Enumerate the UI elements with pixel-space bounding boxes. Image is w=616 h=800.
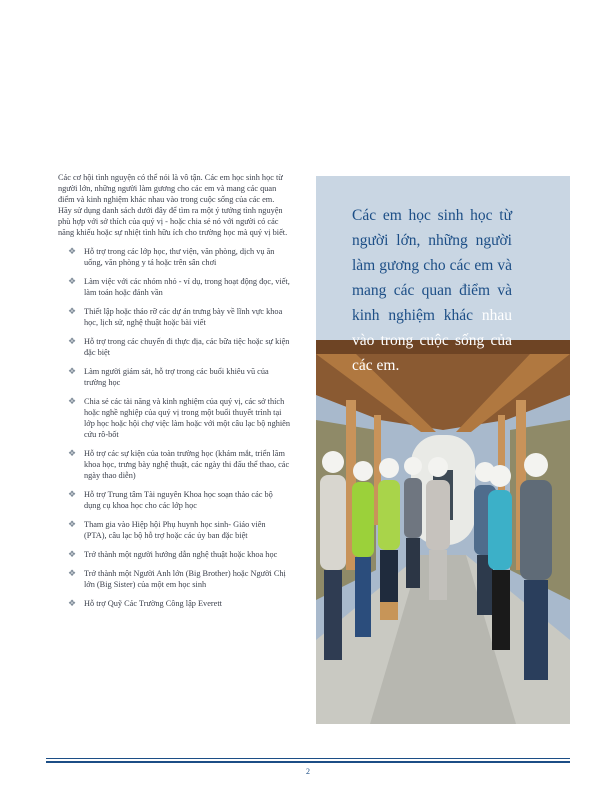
list-item bbox=[58, 306, 290, 328]
list-item-text: Tham gia vào Hiệp hội Phụ huynh học sinh- Giáo viên (PTA), câu lạc bộ hỗ trợ hoặc các ủy ban đặc biệt bbox=[84, 520, 266, 540]
diamond-bullet-icon: ❖ bbox=[68, 336, 77, 346]
list-item-text: Hỗ trợ Quỹ Các Trường Công lập Everett bbox=[84, 599, 222, 608]
volunteer-list bbox=[58, 246, 290, 609]
pull-quote-text: Các em học sinh học từ người lớn, những người làm gương cho các em và mang các quan điểm và kinh nghiệm khác bbox=[352, 207, 512, 324]
diamond-bullet-icon: ❖ bbox=[68, 519, 77, 529]
list-item-text: Hỗ trợ trong các lớp học, thư viện, văn phòng, dịch vụ ăn uống, văn phòng y tá hoặc trên sân chơi bbox=[84, 247, 275, 267]
list-item bbox=[58, 336, 290, 358]
diamond-bullet-icon: ❖ bbox=[68, 246, 77, 256]
list-item-text: Trở thành một Người Anh lớn (Big Brother) hoặc Người Chị lớn (Big Sister) của một em học sinh bbox=[84, 569, 286, 589]
intro-paragraph: Các cơ hội tình nguyện có thể nói là vô tận. Các em học sinh học từ người lớn, những người làm gương cho các em và mang các quan điểm và kinh nghiệm khác nhau vào trong cuộc sống của các em. Hãy sử dụng danh sách dưới đây để tìm ra một ý tưởng tình nguyện phù hợp với sở thích của quý vị - hoặc chia sẻ nó với người có các năng khiếu hoặc sự nhiệt tình hữu ích cho trường học mà quý vị biết. bbox=[58, 173, 288, 237]
list-item bbox=[58, 276, 290, 298]
list-item bbox=[58, 519, 290, 541]
list-item-text: Thiết lập hoặc tháo rỡ các dự án trưng bày về lĩnh vực khoa học, lịch sử, nghệ thuật hoặc bài viết bbox=[84, 307, 283, 327]
footer-rule bbox=[46, 758, 570, 759]
list-item-text: Hỗ trợ các sự kiện của toàn trường học (khám mắt, triển lãm khoa học, trưng bày nghệ thuật, các ngày thi đấu thể thao, các ngày thao diễn) bbox=[84, 449, 290, 480]
diamond-bullet-icon: ❖ bbox=[68, 568, 77, 578]
left-column bbox=[58, 172, 290, 617]
diamond-bullet-icon: ❖ bbox=[68, 598, 77, 608]
list-item bbox=[58, 448, 290, 481]
list-item-text: Làm việc với các nhóm nhỏ - ví dụ, trong hoạt động đọc, viết, làm toán hoặc đánh vần bbox=[84, 277, 290, 297]
diamond-bullet-icon: ❖ bbox=[68, 448, 77, 458]
list-item-text: Hỗ trợ Trung tâm Tài nguyên Khoa học soạn thảo các bộ dụng cụ khoa học cho các lớp học bbox=[84, 490, 273, 510]
diamond-bullet-icon: ❖ bbox=[68, 549, 77, 559]
list-item bbox=[58, 598, 290, 609]
list-item-text: Hỗ trợ trong các chuyến đi thực địa, các bữa tiệc hoặc sự kiện đặc biệt bbox=[84, 337, 290, 357]
list-item-text: Làm người giám sát, hỗ trợ trong các buổi khiêu vũ của trường học bbox=[84, 367, 269, 387]
list-item-text: Chia sẻ các tài năng và kinh nghiệm của quý vị, các sở thích hoặc nghề nghiệp của quý vị trong một buổi thuyết trình tại lớp học hoặc hội chợ việc làm hoặc với một câu lạc bộ nghiên cứu rô-bốt bbox=[84, 397, 291, 439]
pull-quote bbox=[352, 203, 512, 378]
list-item bbox=[58, 568, 290, 590]
group-photo bbox=[316, 340, 570, 724]
list-item-text: Trở thành một người hướng dẫn nghệ thuật hoặc khoa học bbox=[84, 550, 278, 559]
diamond-bullet-icon: ❖ bbox=[68, 489, 77, 499]
diamond-bullet-icon: ❖ bbox=[68, 306, 77, 316]
list-item bbox=[58, 396, 290, 440]
pull-quote-text-over-photo: nhau vào trong cuộc sống của các em. bbox=[352, 307, 513, 374]
list-item bbox=[58, 246, 290, 268]
list-item bbox=[58, 489, 290, 511]
diamond-bullet-icon: ❖ bbox=[68, 396, 77, 406]
diamond-bullet-icon: ❖ bbox=[68, 276, 77, 286]
diamond-bullet-icon: ❖ bbox=[68, 366, 77, 376]
list-item bbox=[58, 549, 290, 560]
list-item bbox=[58, 366, 290, 388]
page-number: 2 bbox=[306, 767, 310, 776]
footer-rule-thick bbox=[46, 761, 570, 763]
